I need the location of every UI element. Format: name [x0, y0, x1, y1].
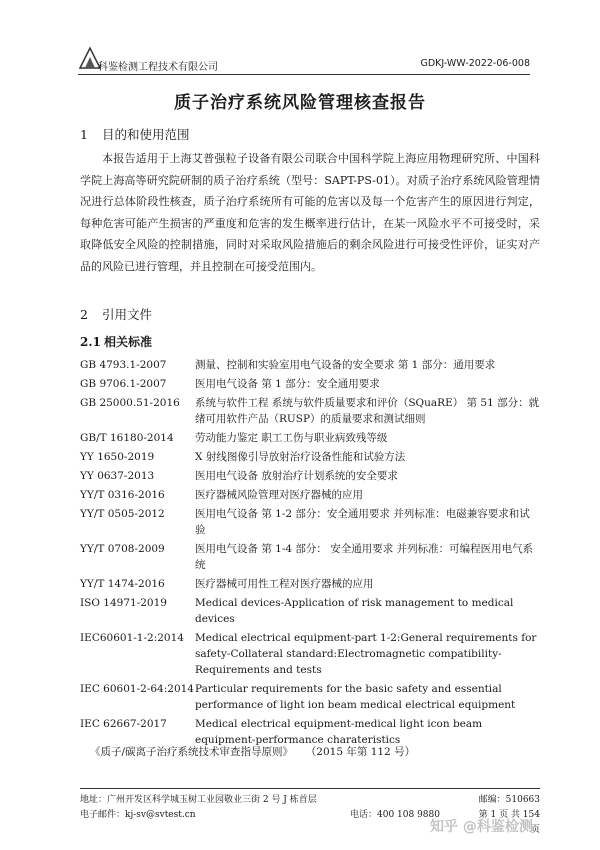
standard-row: [80, 487, 540, 503]
section-1-heading: [80, 125, 190, 143]
footer-divider: [80, 788, 540, 789]
standard-title: 医疗器械风险管理对医疗器械的应用: [195, 489, 363, 501]
standard-title: 医疗器械可用性工程对医疗器械的应用: [195, 578, 374, 590]
standard-code: YY/T 0505-2012: [80, 508, 165, 520]
standard-code: GB/T 16180-2014: [80, 432, 174, 444]
standard-title: 医用电气设备 第 1-4 部分： 安全通用要求 并列标准：可编程医用电气系统: [195, 543, 534, 571]
watermark: 知乎 @科鉴检测: [430, 819, 533, 835]
standard-title: 系统与软件工程 系统与软件质量要求和评价（SQuaRE） 第 51 部分：就绪可用软件产品（RUSP）的质量要求和测试细则: [195, 397, 540, 425]
standard-row: [80, 376, 540, 392]
standard-code: YY/T 0708-2009: [80, 543, 165, 555]
guideline-note: （2015 年第 112 号）: [311, 746, 416, 758]
standard-row: [80, 430, 540, 446]
section-number: 2.1: [80, 335, 101, 349]
standard-title: Medical electrical equipment-medical light icon beam equipment-performance charateristics: [195, 718, 483, 746]
standard-row: [80, 541, 540, 573]
standard-title: 医用电气设备 第 1-2 部分：安全通用要求 并列标准：电磁兼容要求和试验: [195, 508, 530, 536]
standard-row: [80, 506, 540, 538]
section-2-1-heading: [80, 333, 152, 350]
standard-title: Particular requirements for the basic safety and essential performance of light ion beam medical electrical equipment: [195, 683, 516, 711]
standard-row: [80, 630, 540, 678]
report-title: 质子治疗系统风险管理核查报告: [174, 93, 426, 113]
page-header: [78, 44, 530, 75]
standard-title: 医用电气设备 放射治疗计划系统的安全要求: [195, 470, 398, 482]
standard-code: IEC 62667-2017: [80, 718, 167, 730]
standard-title: 测量、控制和实验室用电气设备的安全要求 第 1 部分：通用要求: [195, 359, 496, 371]
section-number: 1: [80, 127, 88, 142]
standard-title: 医用电气设备 第 1 部分：安全通用要求: [195, 378, 380, 390]
document-number: GDKJ-WW-2022-06-008: [420, 58, 530, 69]
standard-code: YY 0637-2013: [80, 470, 155, 482]
standard-code: IEC 60601-2-64:2014: [80, 683, 194, 695]
standard-code: YY 1650-2019: [80, 451, 155, 463]
standard-row: [80, 595, 540, 627]
standard-row: [80, 681, 540, 713]
standard-row: [80, 449, 540, 465]
guideline-name: 《质子/碳离子治疗系统技术审查指导原则》: [90, 746, 294, 758]
standard-title: Medical devices-Application of risk management to medical devices: [195, 597, 514, 625]
standard-code: YY/T 0316-2016: [80, 489, 165, 501]
standard-code: GB 4793.1-2007: [80, 359, 167, 371]
section-number: 2: [80, 307, 88, 322]
section-title: 目的和使用范围: [102, 127, 190, 142]
footer-address: 地址：广州开发区科学城玉树工业园敬业三街 2 号 J 栋首层: [80, 795, 317, 805]
standard-row: [80, 468, 540, 484]
standard-code: IEC60601-1-2:2014: [80, 632, 184, 644]
standard-row: [80, 576, 540, 592]
standards-list: [80, 357, 540, 751]
footer-postcode: 邮编：510663: [478, 795, 540, 805]
standard-code: GB 25000.51-2016: [80, 397, 180, 409]
footer-email: 电子邮件：kj-sv@svtest.cn: [80, 810, 196, 820]
section-1-paragraph: 本报告适用于上海艾普强粒子设备有限公司联合中国科学院上海应用物理研究所、中国科学院上海高等研究院研制的质子治疗系统（型号：SAPT-PS-01）。对质子治疗系统风险管理情况进行总体阶段性核查，质子治疗系统所有可能的危害以及每一个危害产生的原因进行判定，每种危害可能产生损害的严重度和危害的发生概率进行估计，在某一风险水平不可接受时，采取降低安全风险的控制措施，同时对采取风险措施后的剩余风险进行可接受性评价，证实对产品的风险已进行管理，并且控制在可接受范围内。: [80, 152, 540, 273]
guideline-reference: [90, 744, 433, 759]
section-2-heading: [80, 305, 152, 323]
standard-row: [80, 395, 540, 427]
standard-title: 劳动能力鉴定 职工工伤与职业病致残等级: [195, 432, 388, 444]
section-title: 相关标准: [104, 335, 153, 349]
standard-title: Medical electrical equipment-part 1-2:General requirements for safety-Collateral standard:Electromagnetic compatibility-Requirements and tests: [195, 632, 537, 676]
standard-code: GB 9706.1-2007: [80, 378, 167, 390]
footer-page-number: 第 1 页 共 154 页: [478, 810, 540, 835]
company-name: 科鉴检测工程技术有限公司: [98, 62, 218, 73]
standard-row: [80, 357, 540, 373]
standard-title: X 射线图像引导放射治疗设备性能和试验方法: [195, 451, 406, 463]
standard-code: YY/T 1474-2016: [80, 578, 165, 590]
section-title: 引用文件: [102, 307, 153, 322]
footer-phone: 电话：400 108 9880: [350, 810, 440, 820]
standard-code: ISO 14971-2019: [80, 597, 167, 609]
